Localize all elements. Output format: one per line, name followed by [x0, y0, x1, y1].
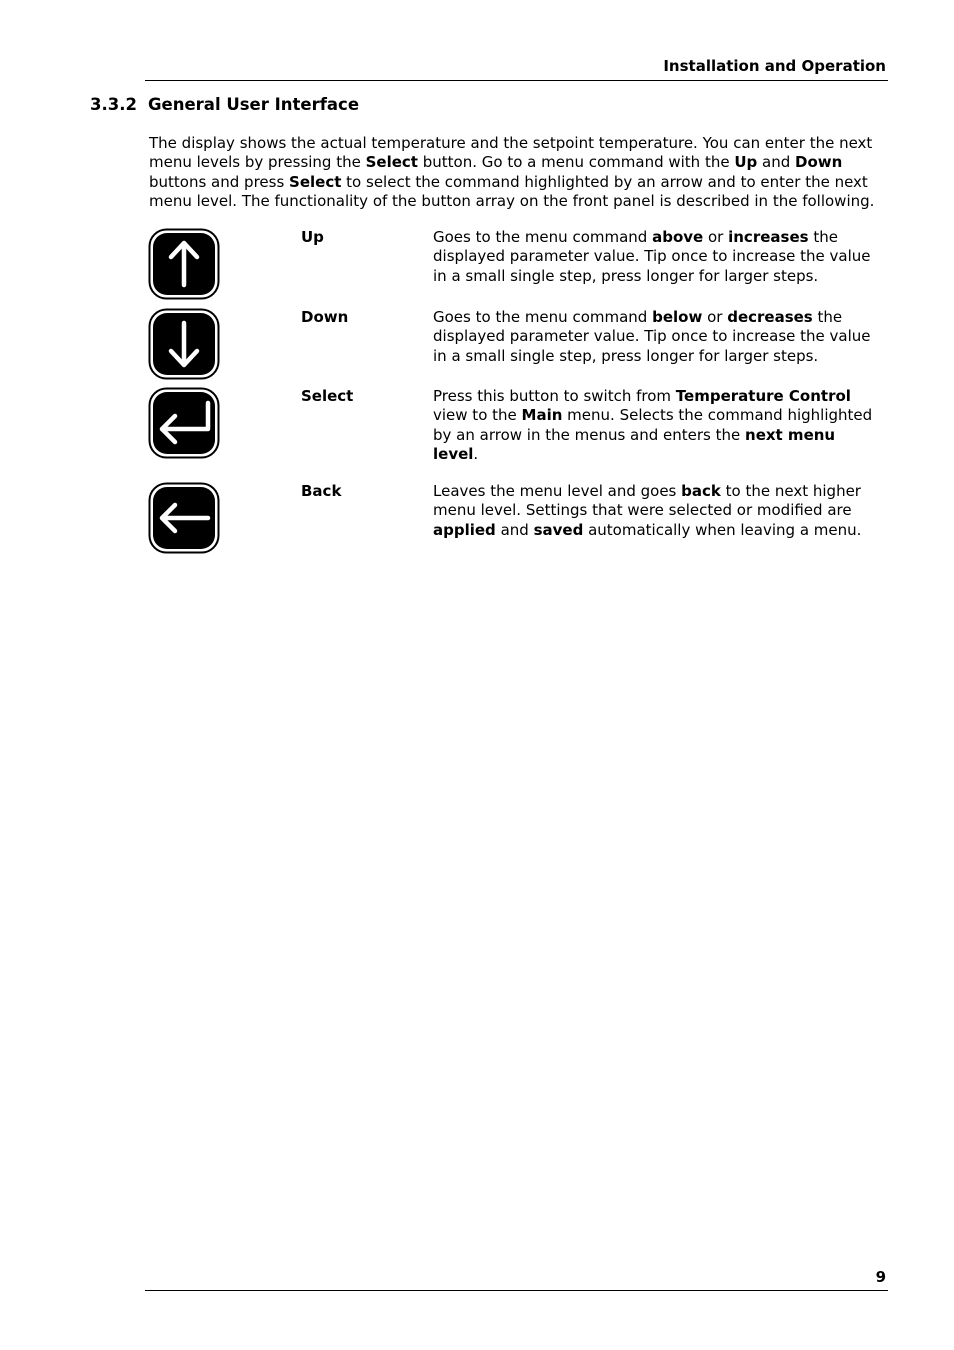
section-heading: [90, 95, 359, 114]
button-desc-back: Leaves the menu level and goes back to the next higher menu level. Settings that were selected or modified are applied and saved automatically when leaving a menu.: [433, 482, 862, 539]
bold-term: increases: [728, 228, 809, 246]
bold-term: Up: [734, 153, 758, 172]
bold-term: decreases: [727, 308, 813, 326]
bold-term: Select: [365, 153, 418, 172]
bold-term: back: [681, 482, 721, 500]
button-label-down: Down: [301, 308, 349, 326]
bold-term: Down: [795, 153, 843, 172]
page-number: 9: [875, 1268, 886, 1286]
running-header: Installation and Operation: [663, 57, 886, 75]
button-label-select: Select: [301, 387, 354, 405]
header-rule: [145, 80, 888, 81]
bold-term: Select: [289, 172, 342, 191]
button-label-back: Back: [301, 482, 342, 500]
section-title: General User Interface: [148, 95, 360, 114]
arrow-left-icon: [148, 482, 220, 554]
section-number: 3.3.2: [90, 95, 137, 114]
intro-text: The display shows the actual temperature and the setpoint temperature. You can enter the next menu levels by pressing the Select button. Go to a menu command with the Up and Down buttons and press Select to select the command highlighted by an arrow and to enter the next menu level. The functionality of the button array on the front panel is described in the following.: [149, 134, 875, 211]
button-desc-down: Goes to the menu command below or decreases the displayed parameter value. Tip once to increase the value in a small single step, press longer for larger steps.: [433, 308, 871, 365]
bold-term: next menu level: [433, 425, 836, 464]
button-desc-up: Goes to the menu command above or increases the displayed parameter value. Tip once to increase the value in a small single step, press longer for larger steps.: [433, 228, 871, 285]
bold-term: above: [652, 228, 704, 246]
button-desc-select: Press this button to switch from Temperature Control view to the Main menu. Selects the command highlighted by an arrow in the menus and enters the next menu level.: [433, 387, 873, 464]
bold-term: Main: [521, 406, 563, 425]
arrow-up-icon: [148, 228, 220, 300]
arrow-down-icon: [148, 308, 220, 380]
footer-rule: [145, 1290, 888, 1291]
bold-term: saved: [533, 520, 584, 539]
enter-arrow-icon: [148, 387, 220, 459]
bold-term: applied: [433, 520, 496, 539]
bold-term: below: [652, 308, 703, 326]
intro-paragraph: [149, 134, 889, 212]
bold-term: Temperature Control: [675, 387, 851, 405]
button-label-up: Up: [301, 228, 324, 246]
